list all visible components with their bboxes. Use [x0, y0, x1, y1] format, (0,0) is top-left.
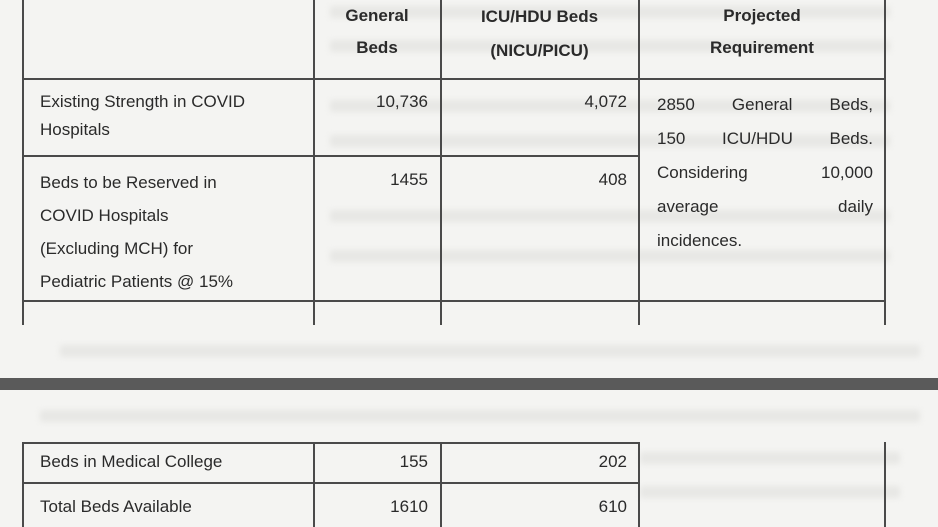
row-label-medical-college: Beds in Medical College: [40, 452, 223, 471]
header-line: Projected: [723, 6, 801, 25]
cell-general-medical-college: 155: [399, 452, 428, 471]
row-label-existing-strength: [40, 88, 310, 144]
label-line: Pediatric Patients @ 15%: [40, 272, 234, 291]
header-general-beds: [314, 0, 440, 64]
bleed-through: [60, 345, 920, 357]
projected-line: Considering 10,000: [657, 163, 873, 182]
bleed-through: [640, 452, 900, 464]
label-line: Beds to be Reserved in: [40, 173, 217, 192]
projected-line: 2850 General Beds,: [657, 95, 873, 114]
table-rule: [22, 482, 639, 484]
scan-fragment-bottom: [0, 390, 938, 527]
projected-requirement-text: [657, 88, 873, 258]
table-rule: [22, 300, 885, 302]
cell-icu-total: 610: [598, 497, 627, 516]
cell-icu-existing: 4,072: [584, 92, 627, 111]
header-line: General: [345, 6, 409, 25]
header-line: (NICU/PICU): [490, 41, 589, 60]
cell-general-total: 1610: [390, 497, 428, 516]
bleed-through: [640, 486, 900, 498]
label-line: (Excluding MCH) for: [40, 239, 194, 258]
row-label-total-beds: Total Beds Available: [40, 497, 192, 516]
header-line: Beds: [356, 38, 398, 57]
bleed-through: [40, 410, 920, 422]
cell-general-reserved: 1455: [390, 170, 428, 189]
header-projected-requirement: [639, 0, 885, 64]
projected-line: 150 ICU/HDU Beds.: [657, 129, 873, 148]
header-line: ICU/HDU Beds: [480, 7, 599, 26]
header-line: Requirement: [710, 38, 814, 57]
header-icu-hdu-beds: [441, 0, 638, 68]
table-rule: [22, 78, 885, 80]
label-line: Existing Strength in COVID: [40, 92, 246, 111]
projected-line: average daily: [657, 197, 873, 216]
table-rule: [638, 442, 640, 527]
table-rule: [22, 442, 24, 527]
label-line: Hospitals: [40, 120, 110, 139]
table-rule: [22, 155, 639, 157]
scan-divider: [0, 378, 938, 390]
cell-general-existing: 10,736: [376, 92, 428, 111]
cell-icu-medical-college: 202: [598, 452, 627, 471]
cell-icu-reserved: 408: [598, 170, 627, 189]
table-rule: [22, 0, 24, 325]
table-rule: [22, 442, 639, 444]
projected-line: incidences.: [657, 231, 743, 250]
row-label-beds-reserved: [40, 166, 310, 298]
label-line: COVID Hospitals: [40, 206, 169, 225]
table-rule: [884, 442, 886, 527]
